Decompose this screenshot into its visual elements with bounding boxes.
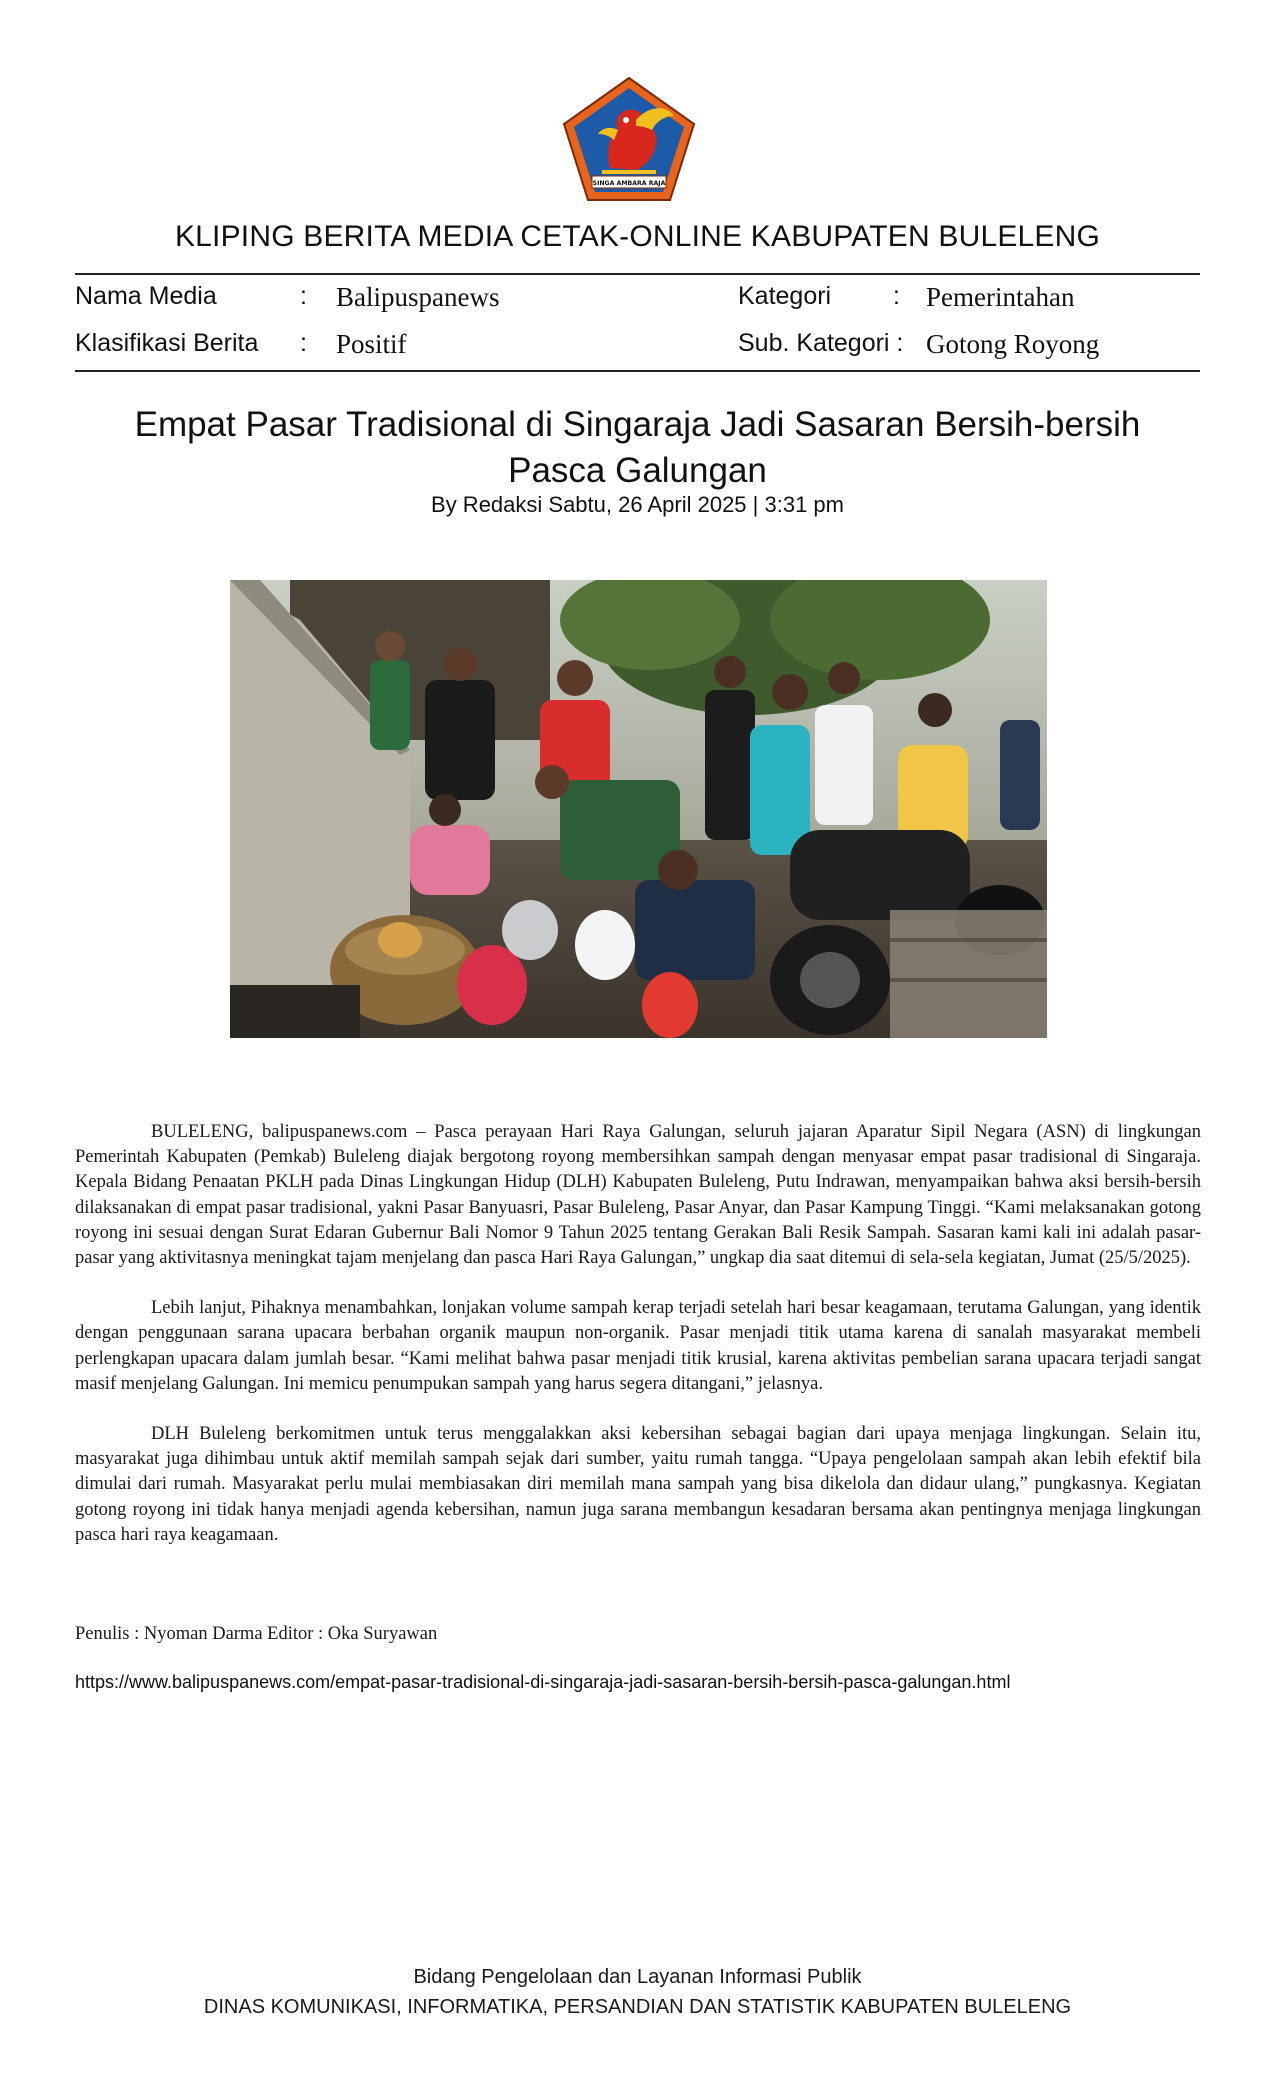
article-byline: By Redaksi Sabtu, 26 April 2025 | 3:31 pm xyxy=(431,492,844,517)
source-url-link[interactable]: https://www.balipuspanews.com/empat-pasar-tradisional-di-singaraja-jadi-sasaran-bersih-bersih-pasca-galungan.html xyxy=(75,1672,1011,1692)
article-paragraph-3: DLH Buleleng berkomitmen untuk terus menggalakkan aksi kebersihan sebagai bagian dari upaya menjaga lingkungan. Selain itu, masyarakat juga dihimbau untuk aktif memilah sampah sejak dari sumber, yaitu rumah tangga. “Upaya pengelolaan sampah akan lebih efektif bila dimulai dari rumah. Masyarakat perlu mulai membiasakan diri memilah mana sampah yang bisa dikelola dan didaur ulang,” pungkasnya. Kegiatan gotong royong ini tidak hanya menjadi agenda kebersihan, namun juga sarana membangun kesadaran bersama akan pentingnya menjaga lingkungan pasca hari raya keagamaan. xyxy=(75,1424,1201,1545)
header-rule-bottom xyxy=(75,370,1200,372)
footer-department: Bidang Pengelolaan dan Layanan Informasi Publik xyxy=(413,1966,862,1988)
nama-media-value: Balipuspanews xyxy=(336,282,500,312)
nama-media-colon: : xyxy=(300,282,307,310)
svg-text:SINGA AMBARA RAJA: SINGA AMBARA RAJA xyxy=(592,180,666,187)
article-body xyxy=(75,1120,1201,1573)
header-rule-top xyxy=(75,273,1200,275)
article-paragraph-2: Lebih lanjut, Pihaknya menambahkan, lonjakan volume sampah kerap terjadi setelah hari besar keagamaan, terutama Galungan, yang identik dengan penggunaan sarana upacara berbahan organik maupun non-organik. Pasar menjadi titik utama karena di sanalah masyarakat membeli perlengkapan upacara dalam jumlah besar. “Kami melihat bahwa pasar menjadi titik krusial, karena aktivitas pembelian sarana upacara terjadi sangat masif menjelang Galungan. Ini memicu penumpukan sampah yang harus segera ditangani,” jelasnya. xyxy=(75,1298,1201,1394)
footer-agency: DINAS KOMUNIKASI, INFORMATIKA, PERSANDIAN DAN STATISTIK KABUPATEN BULELENG xyxy=(203,1996,1072,2018)
klasifikasi-value: Positif xyxy=(336,329,407,359)
nama-media-label: Nama Media xyxy=(75,282,217,310)
buleleng-emblem-logo xyxy=(562,76,696,202)
klasifikasi-label: Klasifikasi Berita xyxy=(75,329,259,357)
document-title: KLIPING BERITA MEDIA CETAK-ONLINE KABUPATEN BULELENG xyxy=(174,220,1101,253)
kategori-label: Kategori xyxy=(738,282,832,310)
sub-kategori-value: Gotong Royong xyxy=(926,329,1100,359)
article-photo xyxy=(230,580,1047,1038)
sub-kategori-label: Sub. Kategori : xyxy=(738,329,904,357)
kategori-colon: : xyxy=(893,282,900,310)
article-headline: Empat Pasar Tradisional di Singaraja Jadi Sasaran Bersih-bersih Pasca Galungan xyxy=(134,405,1141,490)
klasifikasi-colon: : xyxy=(300,329,307,357)
kategori-value: Pemerintahan xyxy=(926,282,1075,312)
article-paragraph-1: BULELENG, balipuspanews.com – Pasca perayaan Hari Raya Galungan, seluruh jajaran Aparatur Sipil Negara (ASN) di lingkungan Pemerintah Kabupaten (Pemkab) Buleleng diajak bergotong royong membersihkan sampah dengan menyasar empat pasar tradisional di Singaraja. Kepala Bidang Penaatan PKLH pada Dinas Lingkungan Hidup (DLH) Kabupaten Buleleng, Putu Indrawan, menyampaikan bahwa aksi bersih-bersih dilaksanakan di empat pasar tradisional, yakni Pasar Banyuasri, Pasar Buleleng, Pasar Anyar, dan Pasar Kampung Tinggi. “Kami melaksanakan gotong royong ini sesuai dengan Surat Edaran Gubernur Bali Nomor 9 Tahun 2025 tentang Gerakan Bali Resik Sampah. Sasaran kami kali ini adalah pasar-pasar yang aktivitasnya meningkat tajam menjelang dan pasca Hari Raya Galungan,” ungkap dia saat ditemui di sela-sela kegiatan, Jumat (25/5/2025). xyxy=(75,1122,1201,1269)
article-credits: Penulis : Nyoman Darma Editor : Oka Suryawan xyxy=(75,1624,438,1644)
